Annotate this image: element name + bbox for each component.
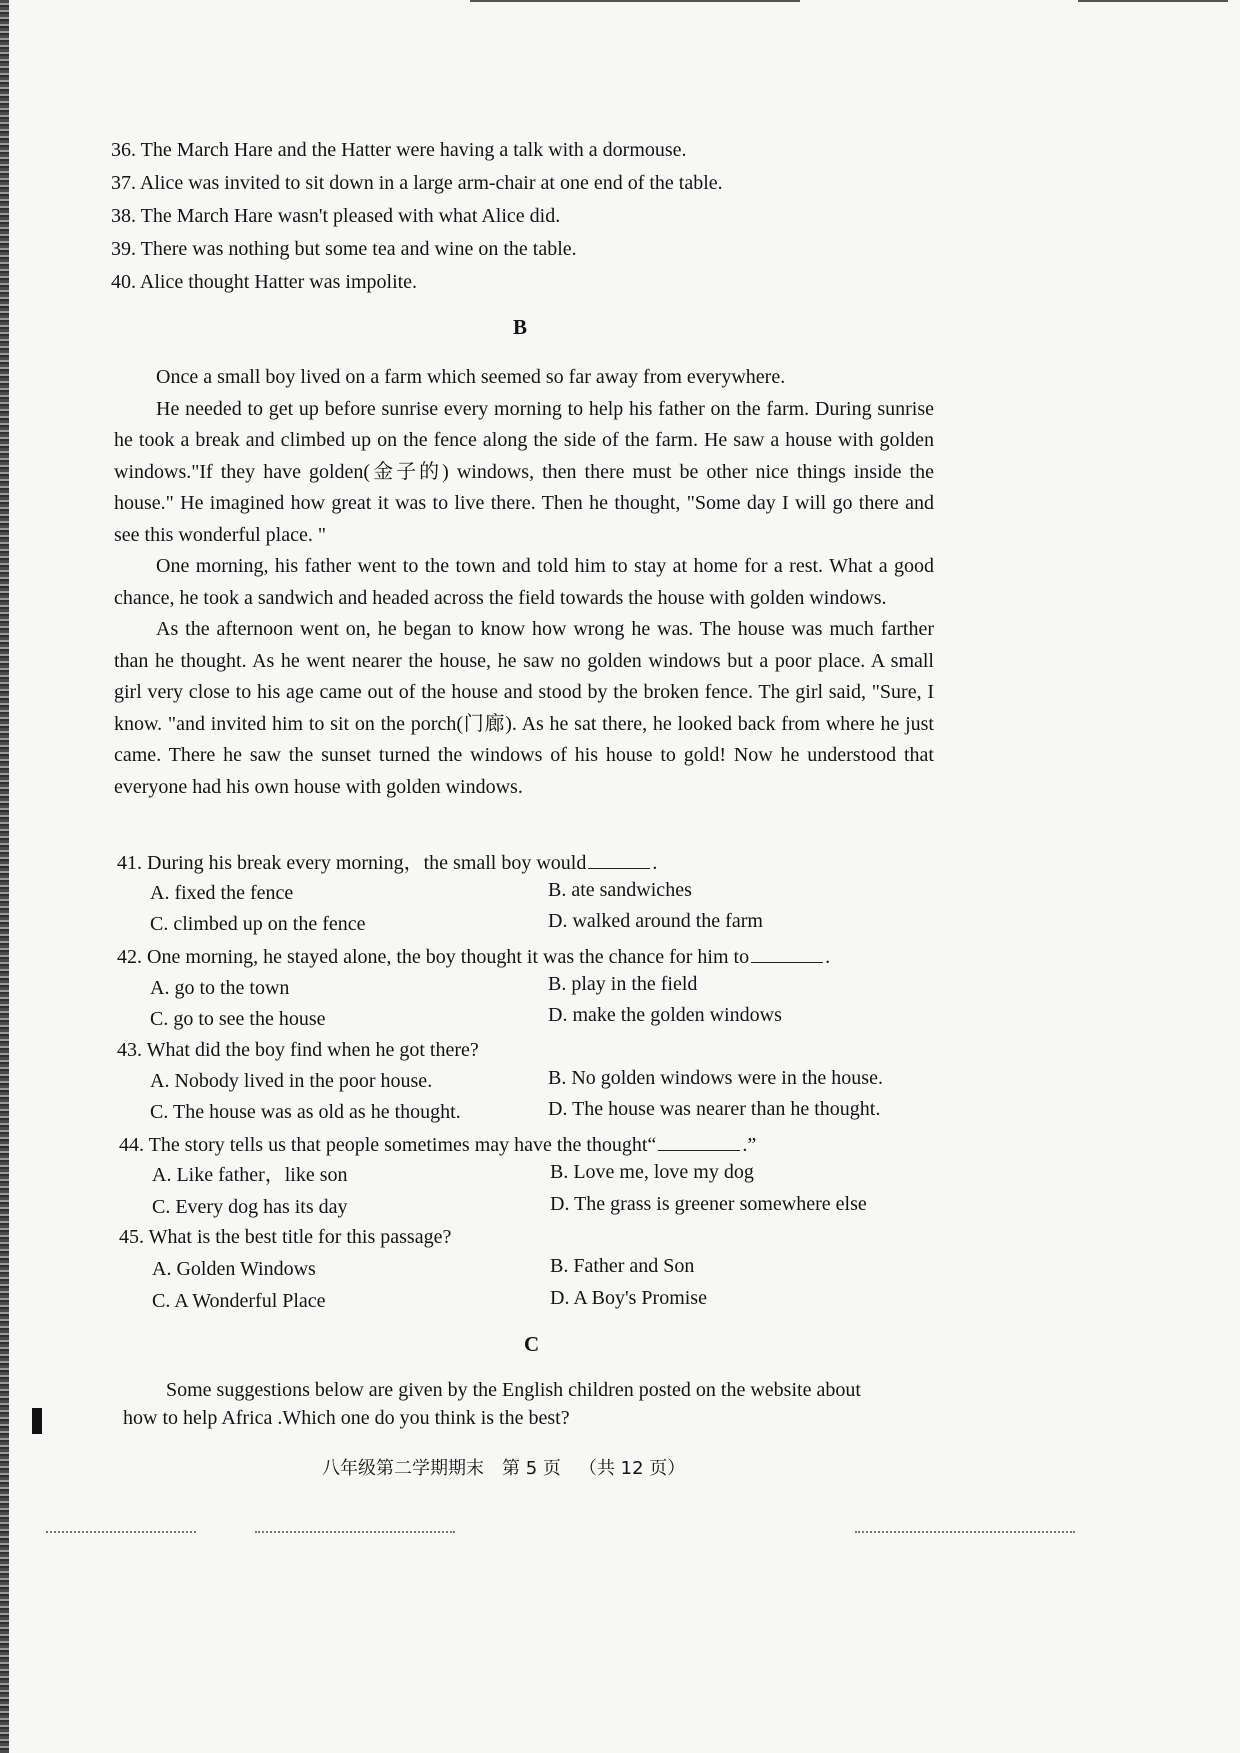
passage-paragraph-4: As the afternoon went on, he began to know how wrong he was. The house was much farther than he thought. As he went nearer the house, he saw no golden windows but a poor place. A small girl very close to his age came out of the house and stood by the broken fence. The girl said, "Sure, I know. "and invited him to sit on the porch(门廊). As he sat there, he looked back from where he just came. There he saw the sunset turned the windows of his house to gold! Now he understood that everyone had his own house with golden windows. (114, 618, 934, 798)
option-42-d: D. make the golden windows (548, 1004, 782, 1026)
answer-blank (588, 848, 650, 869)
passage-paragraph-1: Once a small boy lived on a farm which seemed so far away from everywhere. (156, 366, 786, 388)
statement-39: 39. There was nothing but some tea and wine on the table. (111, 238, 577, 260)
scan-binding-edge (0, 0, 9, 1753)
bottom-rule (855, 1531, 1075, 1534)
answer-blank (658, 1130, 740, 1151)
option-42-b: B. play in the field (548, 973, 698, 995)
page-footer (322, 1454, 685, 1480)
bottom-rule (46, 1531, 196, 1534)
option-42-c: C. go to see the house (150, 1008, 326, 1030)
option-44-a: A. Like father，like son (152, 1164, 348, 1186)
option-43-b: B. No golden windows were in the house. (548, 1067, 883, 1089)
section-b-passage (114, 362, 934, 803)
option-45-c: C. A Wonderful Place (152, 1290, 326, 1312)
statement-36: 36. The March Hare and the Hatter were having a talk with a dormouse. (111, 139, 687, 161)
statement-38: 38. The March Hare wasn't pleased with what Alice did. (111, 205, 561, 227)
section-c-heading: C (524, 1332, 540, 1356)
scan-mark (32, 1408, 42, 1434)
footer-exam-name: 八年级第二学期期末 (322, 1458, 484, 1479)
option-41-d: D. walked around the farm (548, 910, 763, 932)
top-rule (470, 0, 800, 2)
passage-paragraph-3: One morning, his father went to the town and told him to stay at home for a rest. What a good chance, he took a sandwich and headed across the field towards the house with golden windows. (114, 555, 934, 609)
answer-blank (751, 942, 823, 963)
option-45-b: B. Father and Son (550, 1255, 695, 1277)
option-44-d: D. The grass is greener somewhere else (550, 1193, 867, 1215)
option-44-b: B. Love me, love my dog (550, 1161, 754, 1183)
question-45: 45. What is the best title for this passage? (119, 1226, 452, 1248)
footer-page-number: 第 5 页 (502, 1458, 561, 1479)
bottom-rule (255, 1531, 455, 1534)
footer-total-pages: （共 12 页） (578, 1458, 686, 1479)
option-42-a: A. go to the town (150, 977, 290, 999)
question-42: 42. One morning, he stayed alone, the boy thought it was the chance for him to . (117, 942, 830, 970)
question-41: 41. During his break every morning，the small boy would . (117, 848, 657, 876)
passage-paragraph-2: He needed to get up before sunrise every morning to help his father on the farm. During sunrise he took a break and climbed up on the fence along the side of the farm. He saw a house with golden windows."If they have golden(金子的) windows, then there must be other nice things inside the house." He imagined how great it was to live there. Then he thought, "Some day I will go there and see this wonderful place. " (114, 397, 934, 546)
section-c-intro-line-2: how to help Africa .Which one do you think is the best? (123, 1407, 570, 1429)
option-44-c: C. Every dog has its day (152, 1196, 348, 1218)
option-45-d: D. A Boy's Promise (550, 1287, 707, 1309)
option-43-d: D. The house was nearer than he thought. (548, 1098, 881, 1120)
section-c-intro-line-1: Some suggestions below are given by the English children posted on the website about (166, 1379, 861, 1401)
question-44: 44. The story tells us that people sometimes may have the thought“ .” (119, 1130, 756, 1158)
option-43-c: C. The house was as old as he thought. (150, 1101, 461, 1123)
option-41-c: C. climbed up on the fence (150, 913, 366, 935)
top-rule-right (1078, 0, 1228, 2)
statement-40: 40. Alice thought Hatter was impolite. (111, 271, 418, 293)
option-41-b: B. ate sandwiches (548, 879, 692, 901)
statement-37: 37. Alice was invited to sit down in a large arm-chair at one end of the table. (111, 172, 723, 194)
option-41-a: A. fixed the fence (150, 882, 294, 904)
option-45-a: A. Golden Windows (152, 1258, 316, 1280)
question-43: 43. What did the boy find when he got there? (117, 1039, 479, 1061)
section-b-heading: B (513, 315, 528, 339)
option-43-a: A. Nobody lived in the poor house. (150, 1070, 433, 1092)
